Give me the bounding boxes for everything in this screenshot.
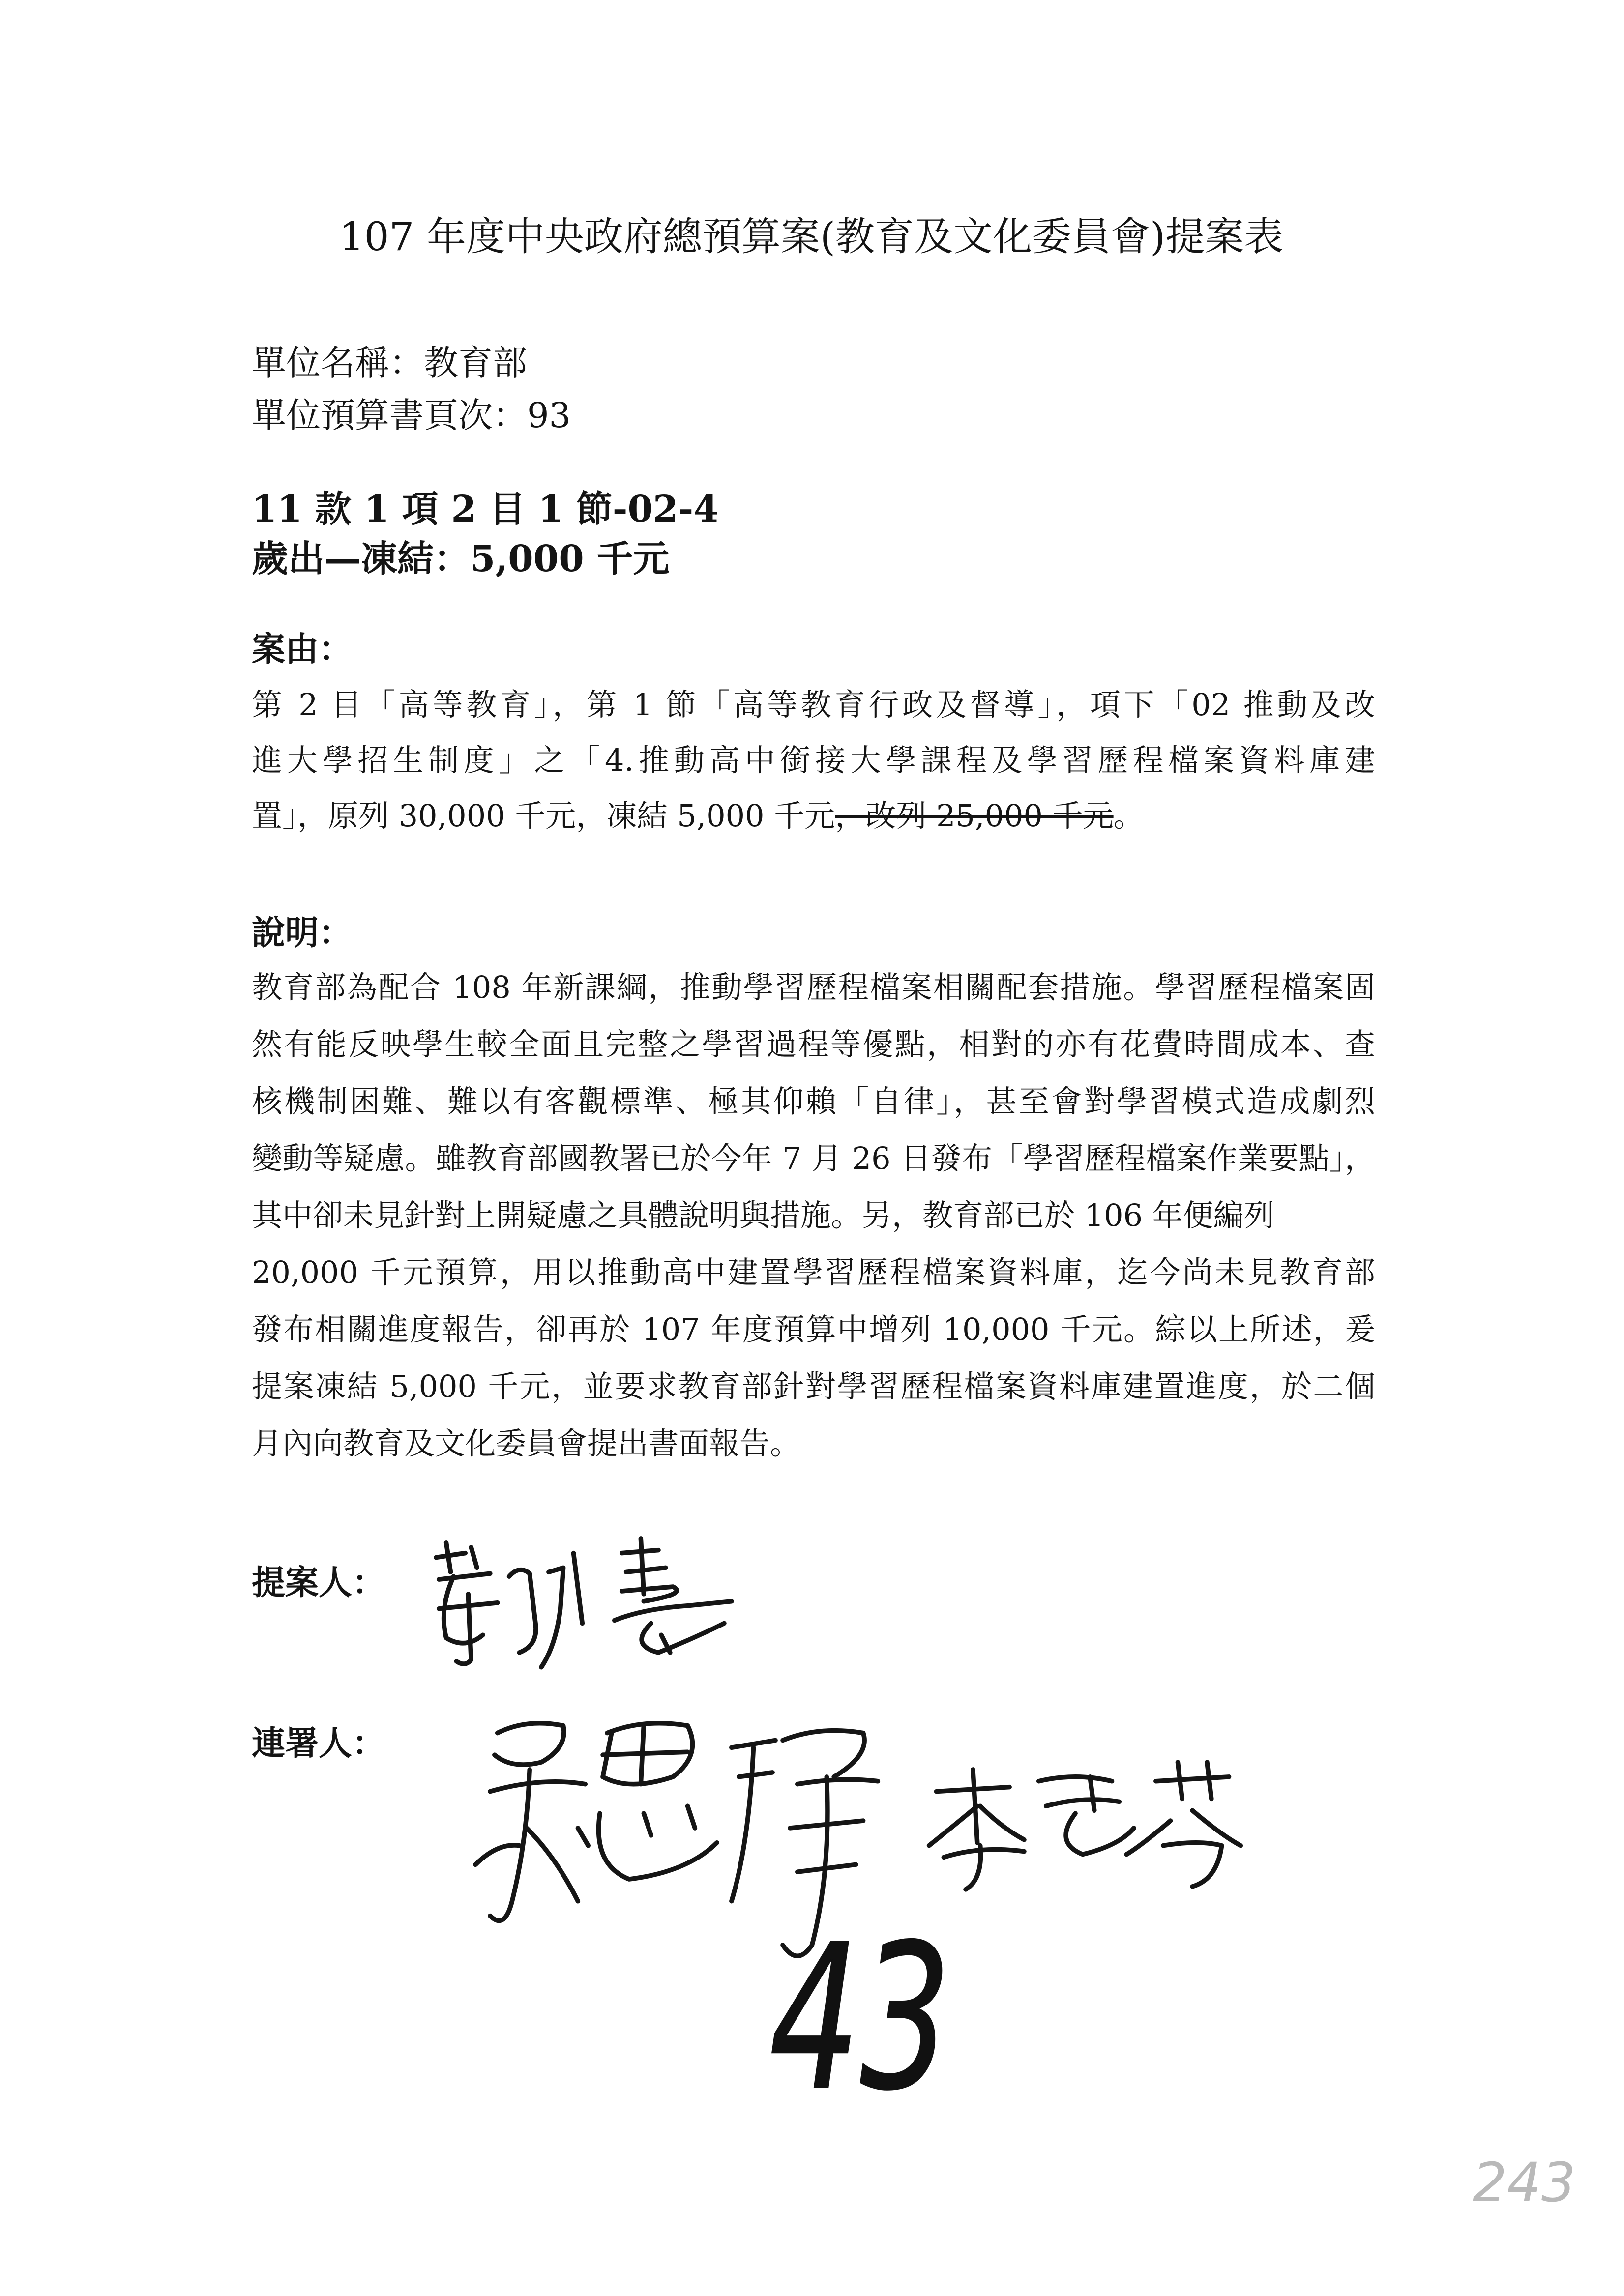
explanation-line: 核機制困難、難以有客觀標準、極其仰賴「自律」，甚至會對學習模式造成劇烈 <box>252 1083 1375 1119</box>
cosigner-label: 連署人： <box>252 1724 386 1763</box>
unit-name: 單位名稱：教育部 <box>252 343 527 383</box>
explanation-line: 月內向教育及文化委員會提出書面報告。 <box>252 1425 801 1461</box>
reason-heading: 案由： <box>252 630 353 669</box>
reason-line-end: 。 <box>1113 798 1144 834</box>
unit-budget-page: 單位預算書頁次：93 <box>252 395 571 436</box>
pencil-page-number: 243 <box>1473 2151 1576 2214</box>
cosigner-signature-2 <box>929 1762 1241 1889</box>
reason-line: 第 2 目「高等教育」，第 1 節「高等教育行政及督導」，項下「02 推動及改 <box>252 687 1375 723</box>
reason-line-text: 置」，原列 30,000 千元，凍結 5,000 千元 <box>252 798 835 834</box>
explanation-heading: 說明： <box>252 913 353 953</box>
struck-out-text: ，改列 25,000 千元 <box>835 798 1114 834</box>
document-title: 107 年度中央政府總預算案(教育及文化委員會)提案表 <box>339 214 1284 260</box>
explanation-line: 其中卻未見針對上開疑慮之具體說明與措施。另，教育部已於 106 年便編列 <box>252 1197 1274 1233</box>
freeze-amount: 歲出—凍結：5,000 千元 <box>252 538 670 580</box>
explanation-line: 教育部為配合 108 年新課綱，推動學習歷程檔案相關配套措施。學習歷程檔案固 <box>252 969 1375 1005</box>
proposer-signature <box>436 1539 732 1667</box>
explanation-line: 然有能反映學生較全面且完整之學習過程等優點，相對的亦有花費時間成本、查 <box>252 1026 1375 1062</box>
budget-item-code: 11 款 1 項 2 目 1 節-02-4 <box>252 488 719 530</box>
proposer-label: 提案人： <box>252 1563 386 1602</box>
explanation-line: 20,000 千元預算，用以推動高中建置學習歷程檔案資料庫，迄今尚未見教育部 <box>252 1254 1375 1290</box>
explanation-line: 發布相關進度報告，卻再於 107 年度預算中增列 10,000 千元。綜以上所述，爰 <box>252 1311 1375 1347</box>
handwritten-number: 43 <box>769 1902 951 2135</box>
explanation-line: 提案凍結 5,000 千元，並要求教育部針對學習歷程檔案資料庫建置進度，於二個 <box>252 1368 1375 1404</box>
reason-line: 進大學招生制度」之「4.推動高中銜接大學課程及學習歷程檔案資料庫建 <box>252 742 1375 778</box>
explanation-line: 變動等疑慮。雖教育部國教署已於今年 7 月 26 日發布「學習歷程檔案作業要點」， <box>252 1140 1375 1176</box>
